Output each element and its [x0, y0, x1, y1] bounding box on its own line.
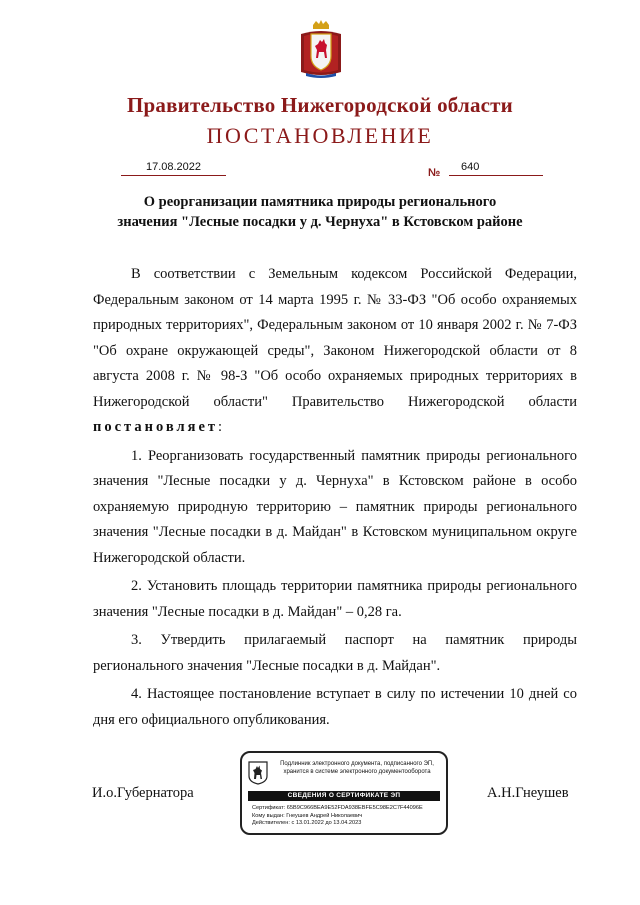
stamp-owner: Кому выдан: Гнеушев Андрей Николаевич — [252, 812, 363, 819]
signatory-name: А.Н.Гнеушев — [487, 785, 569, 801]
item-2: 2. Установить площадь территории памятника природы регионального значения "Лесные посадки в д. Майдан" – 0,28 га. — [93, 578, 577, 620]
document-title — [60, 192, 580, 232]
decree-word: постановляет — [93, 419, 219, 435]
document-body — [93, 262, 577, 733]
signatory-position: И.о.Губернатора — [92, 785, 194, 801]
preamble-text: В соответствии с Земельным кодексом Российской Федерации, Федеральным законом от 14 марта 1995 г. № 33-ФЗ "Об особо охраняемых природных территориях", Федеральным законом от 10 января 2002 г. № 7-ФЗ "Об охране окружающей среды", Законом Нижегородской области от 8 августа 2008 г. № 98-З "Об особо охраняемых природных территориях в Нижегородской области" Правительство Нижегородской области — [93, 266, 577, 410]
coat-of-arms-icon — [298, 20, 344, 80]
decree-colon: : — [218, 419, 223, 435]
stamp-certificate-id: Сертификат: 65B9C966BEA9E52FDA938EBFE5C98E2C7F44096E — [252, 805, 423, 811]
number-sign: № — [428, 167, 441, 179]
stamp-header — [272, 760, 442, 776]
stamp-header-line-2: хранится в системе электронного документооборота — [283, 769, 431, 775]
document-date: 17.08.2022 — [121, 161, 226, 176]
stamp-validity: Действителен: с 13.01.2022 до 13.04.2023 — [252, 820, 362, 826]
document-number: 640 — [449, 161, 543, 176]
organization-name: Правительство Нижегородской области — [127, 93, 513, 117]
item-4: 4. Настоящее постановление вступает в силу по истечении 10 дней со дня его официального опубликования. — [93, 686, 577, 728]
electronic-signature-stamp — [240, 751, 448, 835]
title-line-2: значения "Лесные посадки у д. Чернуха" в Кстовском районе — [117, 214, 523, 230]
item-3: 3. Утвердить прилагаемый паспорт на памятник природы регионального значения "Лесные посадки в д. Майдан". — [93, 632, 577, 674]
stamp-certificate-banner: СВЕДЕНИЯ О СЕРТИФИКАТЕ ЭП — [248, 791, 440, 801]
item-1: 1. Реорганизовать государственный памятник природы регионального значения "Лесные посадки у д. Чернуха" в Кстовском районе в особо охраняемую природную территорию – памятник природы регионального значения "Лесные посадки в д. Майдан" в Кстовском муниципальном округе Нижегородской области. — [93, 447, 577, 566]
preamble-paragraph — [93, 262, 577, 441]
deer-emblem-icon — [248, 761, 268, 785]
stamp-certificate-info — [252, 805, 442, 828]
title-line-1: О реорганизации памятника природы регионального — [143, 194, 497, 210]
document-type: ПОСТАНОВЛЕНИЕ — [206, 123, 434, 148]
stamp-header-line-1: Подлинник электронного документа, подписанного ЭП, — [280, 761, 434, 767]
